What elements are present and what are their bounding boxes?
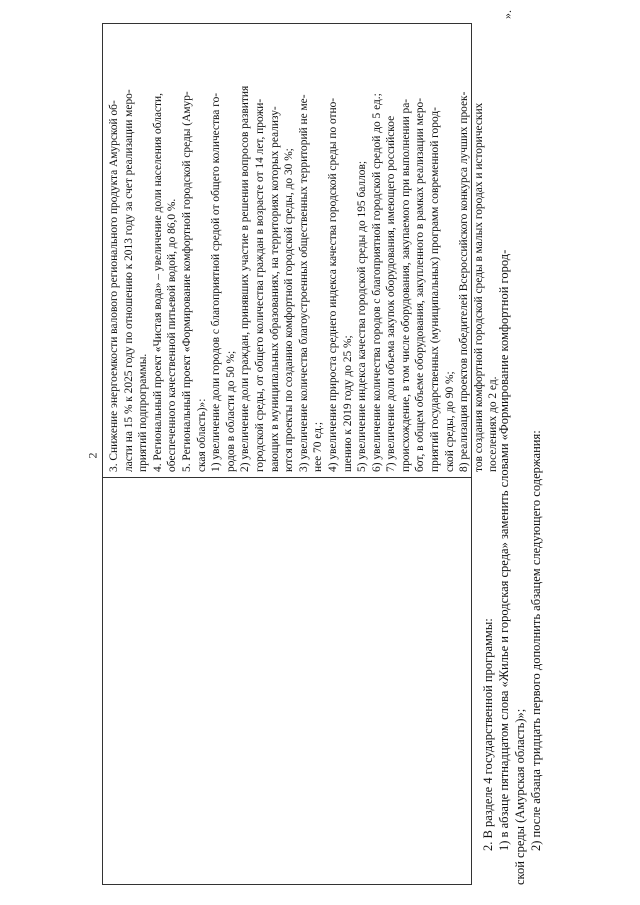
cell-line: происхождение, в том числе оборудования, закупаемого при выполнении ра- bbox=[399, 98, 412, 472]
cell-line: ласти на 15 % к 2025 году по отношению к 2013 году за счет реализации меро- bbox=[122, 89, 135, 472]
cell-line: 3) увеличение количества благоустроенных общественных территорий не ме- bbox=[297, 94, 310, 472]
cell-line: шению к 2019 году до 25 %; bbox=[341, 335, 354, 472]
table-right-cell bbox=[103, 24, 500, 478]
page-number: 2 bbox=[85, 452, 100, 459]
cell-line: 1) увеличение доли городов с благоприятной средой от общего количества го- bbox=[210, 92, 223, 472]
closing-quote: ». bbox=[500, 10, 514, 19]
cell-line: 8) реализация проектов победителей Всероссийского конкурса лучших проек- bbox=[458, 91, 471, 472]
cell-line: поселениях до 2 ед. bbox=[487, 376, 500, 472]
amendment-line: ской среды (Амурская область)»; bbox=[513, 708, 527, 885]
cell-line: ются проекты по созданию комфортной городской среды, до 30 %; bbox=[283, 148, 296, 472]
cell-line: ская область)»: bbox=[195, 398, 208, 472]
cell-line: родов в области до 50 %; bbox=[224, 350, 237, 472]
cell-line: 5. Региональный проект «Формирование комфортной городской среды (Амур- bbox=[180, 91, 193, 472]
amendment-line: 2. В разделе 4 государственной программы: bbox=[481, 618, 495, 851]
table-left-cell bbox=[103, 477, 471, 884]
cell-line: 7) увеличение доли объема закупок оборудования, имеющего российское bbox=[385, 115, 398, 472]
cell-line: 4) увеличение прироста среднего индекса качества городской среды по отно- bbox=[326, 97, 339, 472]
cell-line: бот, в общем объеме оборудования, закупленного в рамках реализации меро- bbox=[414, 97, 427, 472]
cell-line: 2) увеличение доли граждан, принявших участие в решении вопросов развития bbox=[239, 85, 252, 472]
cell-line: ской среды, до 90 %; bbox=[443, 371, 456, 472]
cell-line: 3. Снижение энергоемкости валового регионального продукта Амурской об- bbox=[108, 100, 120, 472]
cell-line: городской среды, от общего количества граждан в возрасте от 14 лет, прожи- bbox=[253, 98, 266, 472]
cell-line: 5) увеличение индекса качества городской среды до 195 баллов; bbox=[356, 160, 369, 472]
amendments-text bbox=[480, 25, 544, 885]
cell-line: обеспеченного качественной питьевой водой, до 86,0 %. bbox=[166, 198, 179, 472]
cell-line: приятий подпрограммы. bbox=[137, 353, 150, 472]
cell-line: 6) увеличение количества городов с благоприятной городской средой до 5 ед.; bbox=[370, 93, 383, 472]
cell-line: тов создания комфортной городской среды в малых городах и исторических bbox=[472, 102, 485, 472]
amendment-line: 1) в абзаце пятнадцатом слова «Жилье и городская среда» заменить словами «Формирование комфортной город- bbox=[497, 249, 511, 851]
amendment-line: 2) после абзаца тридцать первого дополнить абзацем следующего содержания: bbox=[529, 430, 543, 851]
cell-line: вающих в муниципальных образованиях, на территориях которых реализу- bbox=[268, 106, 281, 472]
cell-line: 4. Региональный проект «Чистая вода» – увеличение доли населения области, bbox=[151, 93, 164, 472]
cell-line: приятий государственных (муниципальных) программ современной город- bbox=[429, 107, 442, 472]
cell-line: нее 70 ед.; bbox=[312, 421, 325, 472]
